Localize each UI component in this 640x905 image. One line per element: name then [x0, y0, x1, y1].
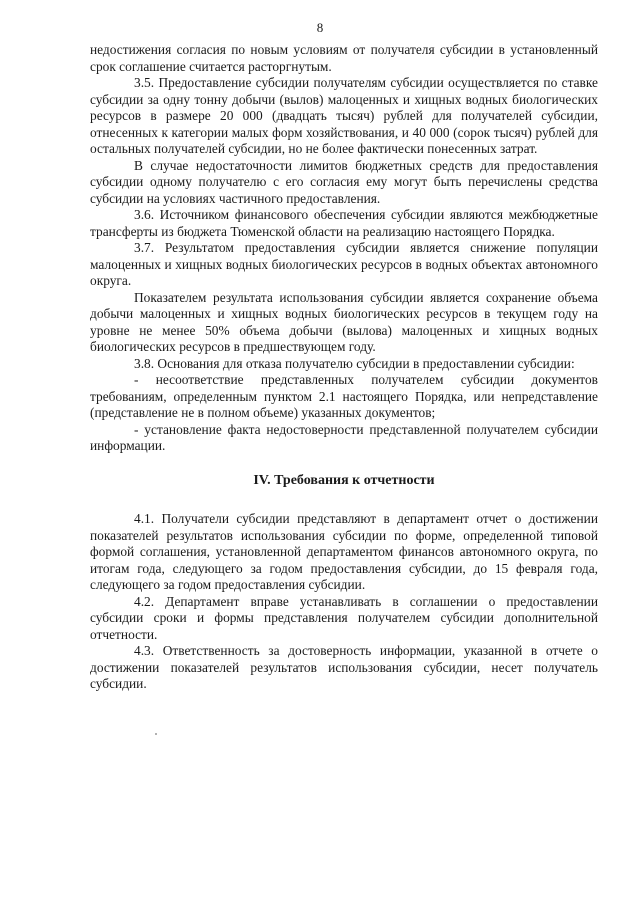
- document-body: [90, 42, 598, 693]
- section-heading: IV. Требования к отчетности: [253, 472, 435, 488]
- paragraph-3-6: 3.6. Источником финансового обеспечения субсидии являются межбюджетные трансферты из бюджета Тюменской области на реализацию настоящего Порядка.: [90, 207, 598, 239]
- paragraph: недостижения согласия по новым условиям от получателя субсидии в установленный срок соглашение считается расторгнутым.: [90, 42, 598, 74]
- list-item-refusal-1: - несоответствие представленных получателем субсидии документов требованиям, определенным пунктом 2.1 настоящего Порядка, или непредставление (представление не в полном объеме) указанных документов;: [90, 372, 598, 420]
- scan-speck: [155, 733, 157, 735]
- paragraph-4-3: 4.3. Ответственность за достоверность информации, указанной в отчете о достижении показателей результатов использования субсидии, несет получатель субсидии.: [90, 643, 598, 691]
- paragraph-4-2: 4.2. Департамент вправе устанавливать в соглашении о предоставлении субсидии сроки и формы представления получателем субсидии дополнительной отчетности.: [90, 593, 598, 642]
- paragraph-result-indicator: Показателем результата использования субсидии является сохранение объема добычи малоценных и хищных водных биологических ресурсов в текущем году на уровне не менее 50% объема добычи (вылова) малоценных и хищных водных биологических ресурсов в предшествующем году.: [90, 289, 598, 354]
- paragraph-insufficient-limits: В случае недостаточности лимитов бюджетных средств для предоставления субсидии одному получателю с его согласия ему могут быть перечислены средства субсидии на условиях частичного предоставления.: [90, 157, 598, 206]
- page-number: 8: [316, 20, 324, 35]
- paragraph-3-7: 3.7. Результатом предоставления субсидии является снижение популяции малоценных и хищных водных биологических ресурсов в водных объектах автономного округа.: [90, 240, 598, 288]
- list-item-refusal-2: - установление факта недостоверности представленной получателем субсидии информации.: [90, 421, 598, 453]
- paragraph-4-1: 4.1. Получатели субсидии представляют в департамент отчет о достижении показателей результатов использования субсидии по форме, определенной типовой формой соглашения, установленной департаментом финансов автономного округа, по итогам года, следующего за годом предоставления субсидии, до 15 февраля года, следующего за годом предоставления субсидии.: [90, 511, 598, 592]
- paragraph-3-8: 3.8. Основания для отказа получателю субсидии в предоставлении субсидии:: [134, 355, 575, 371]
- paragraph-3-5: 3.5. Предоставление субсидии получателям субсидии осуществляется по ставке субсидии за одну тонну добычи (вылов) малоценных и хищных водных биологических ресурсов в размере 20 000 (двадцать тысяч) рублей для получателей субсидии, отнесенных к категории малых форм хозяйствования, и 40 000 (сорок тысяч) рублей для остальных получателей субсидии, но не более фактически понесенных затрат.: [90, 75, 598, 156]
